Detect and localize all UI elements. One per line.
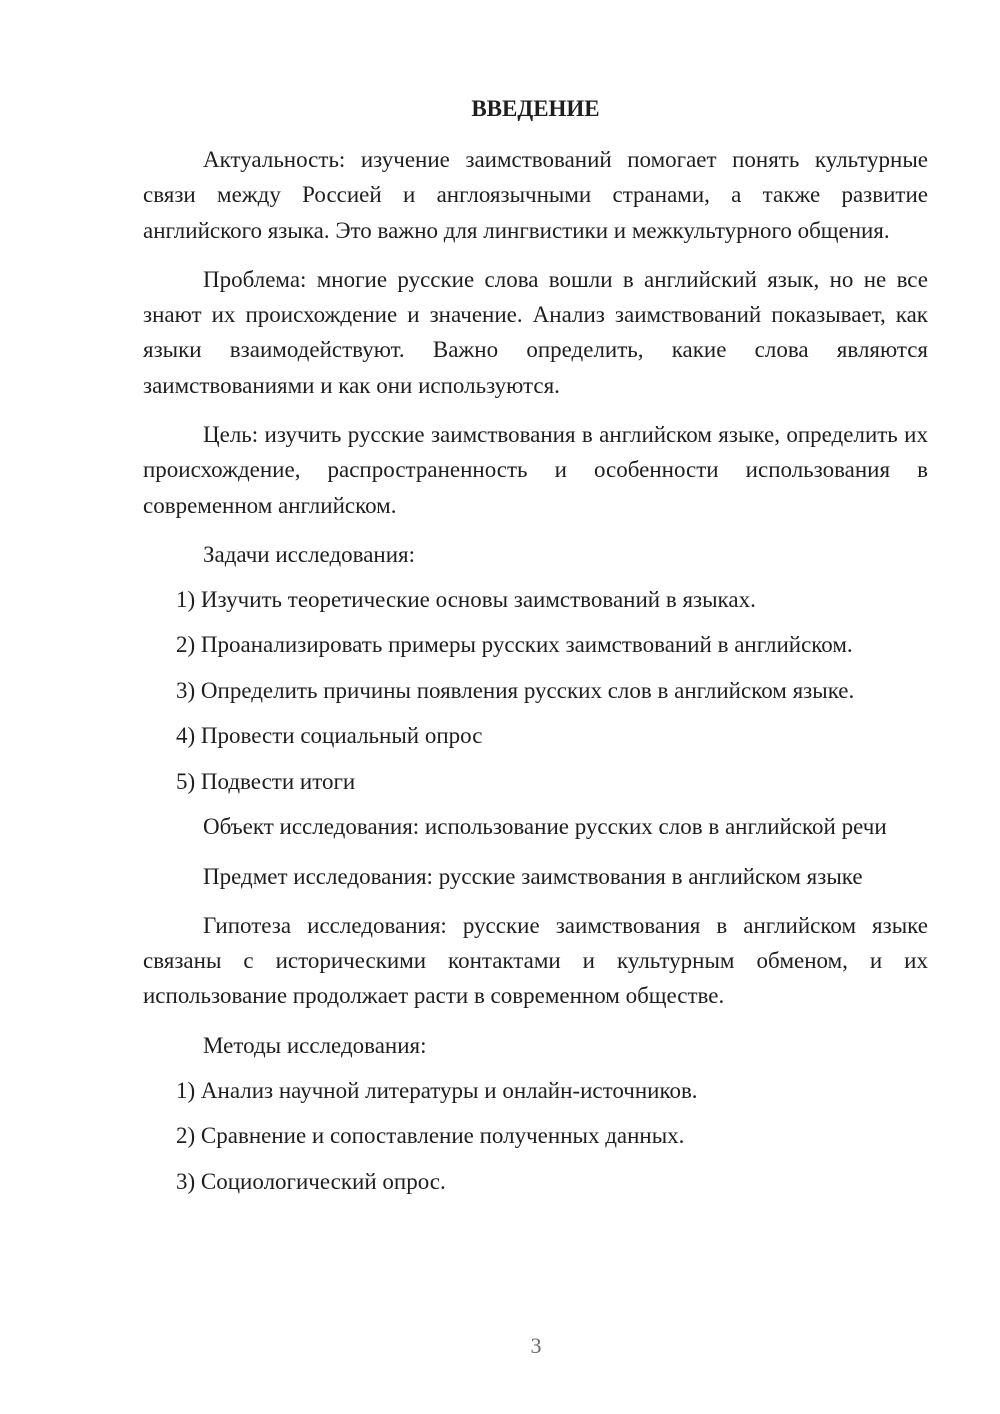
page-number: 3	[530, 1333, 542, 1358]
methods-heading: Методы исследования:	[203, 1032, 427, 1058]
list-item: 1) Анализ научной литературы и онлайн-источников.	[176, 1077, 698, 1103]
list-item: 1) Изучить теоретические основы заимствований в языках.	[176, 586, 756, 612]
relevance-paragraph: Актуальность: изучение заимствований помогает понять культурные связи между Россией и англоязычными странами, а также развитие английского языка. Это важно для лингвистики и межкультурного общения.	[143, 147, 928, 243]
list-item: 5) Подвести итоги	[176, 768, 356, 794]
subject-paragraph: Предмет исследования: русские заимствования в английском языке	[203, 863, 863, 889]
hypothesis-paragraph: Гипотеза исследования: русские заимствования в английском языке связаны с историческими контактами и культурным обменом, и их использование продолжает расти в современном обществе.	[143, 912, 928, 1009]
list-item: 3) Определить причины появления русских слов в английском языке.	[176, 677, 855, 703]
page-content	[143, 94, 928, 1209]
object-paragraph: Объект исследования: использование русских слов в английской речи	[203, 814, 887, 840]
list-item: 4) Провести социальный опрос	[176, 723, 483, 749]
goal-paragraph: Цель: изучить русские заимствования в английском языке, определить их происхождение, распространенность и особенности использования в современном английском.	[143, 422, 928, 518]
section-title: ВВЕДЕНИЕ	[471, 96, 600, 121]
problem-paragraph: Проблема: многие русские слова вошли в английский язык, но не все знают их происхождение и значение. Анализ заимствований показывает, как языки взаимодействуют. Важно определить, какие слова являются заимствованиями и как они используются.	[143, 266, 928, 398]
list-item: 3) Социологический опрос.	[176, 1168, 446, 1194]
list-item: 2) Сравнение и сопоставление полученных данных.	[176, 1123, 685, 1149]
list-item: 2) Проанализировать примеры русских заимствований в английском.	[176, 632, 853, 658]
tasks-list	[143, 582, 928, 799]
methods-list	[143, 1073, 928, 1199]
tasks-heading: Задачи исследования:	[203, 541, 416, 567]
